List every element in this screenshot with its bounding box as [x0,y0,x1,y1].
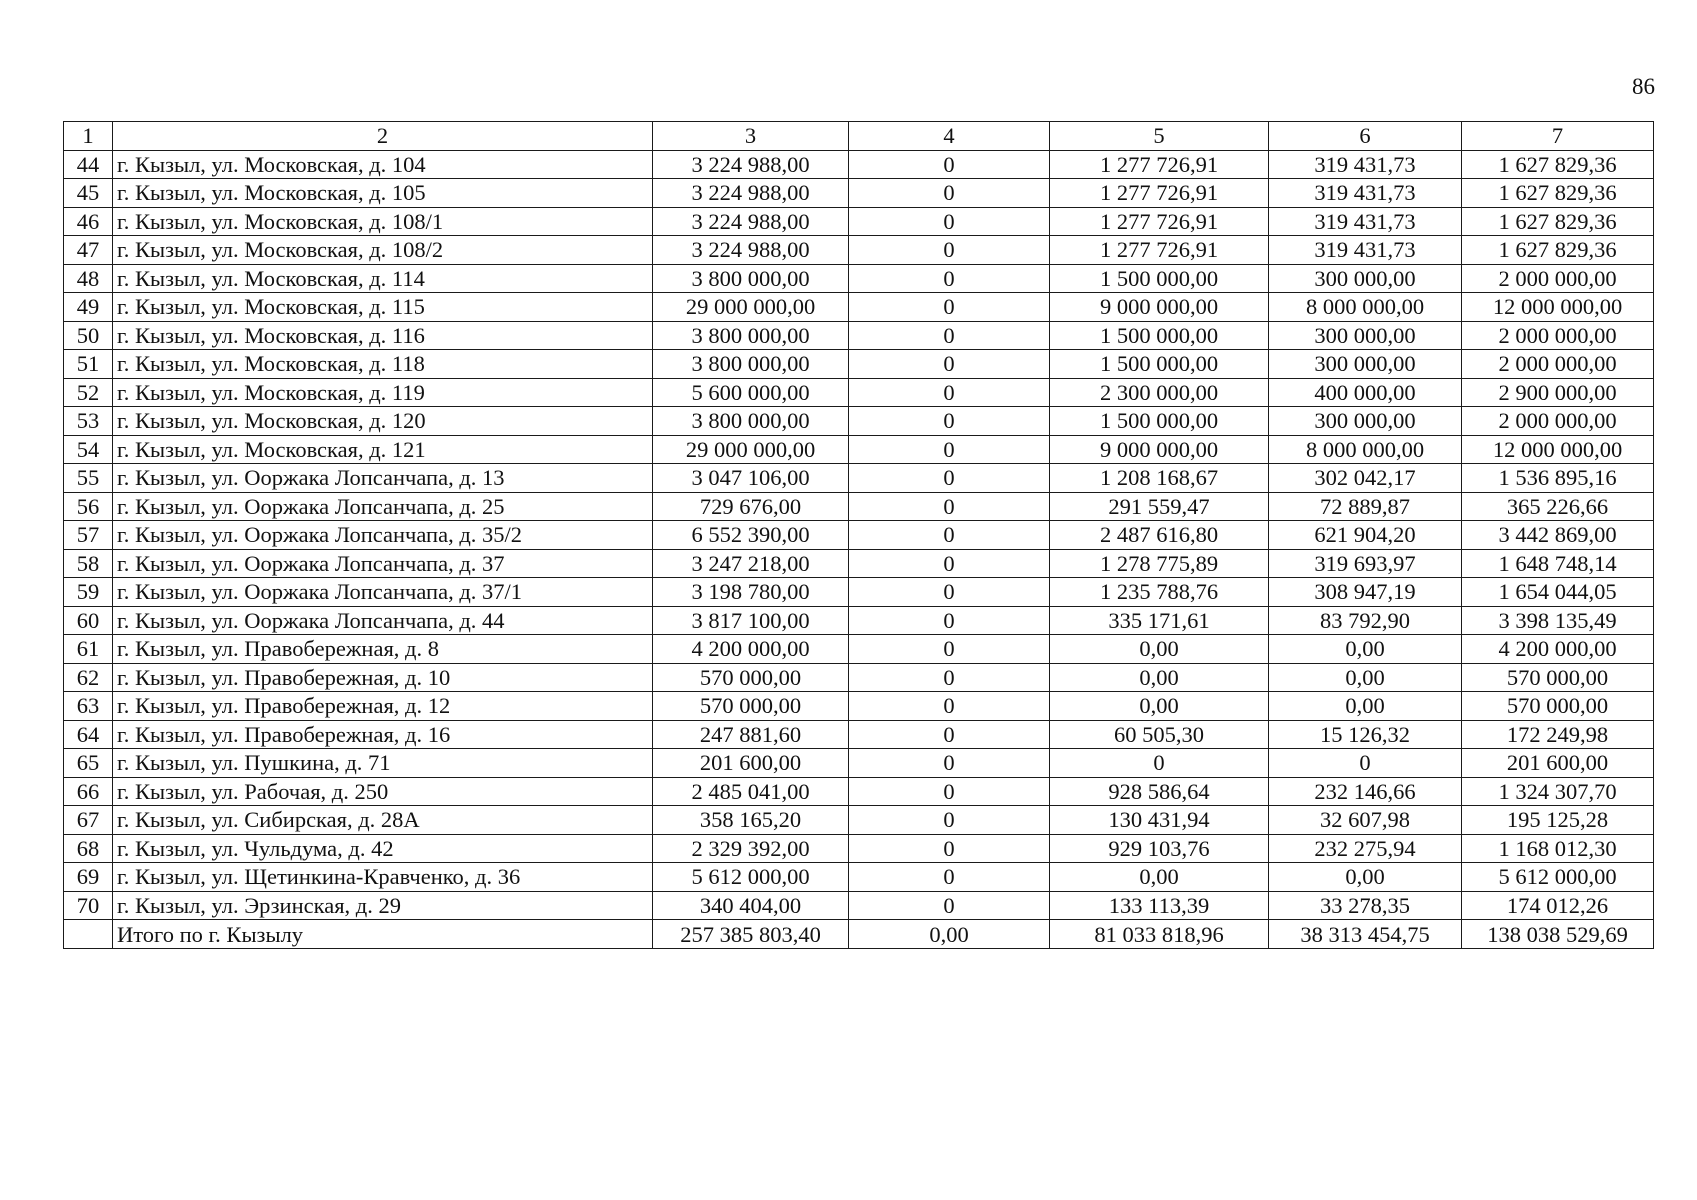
address-cell: г. Кызыл, ул. Ооржака Лопсанчапа, д. 44 [113,606,653,635]
amount-col5: 0,00 [1050,635,1269,664]
table-row [64,692,1654,721]
amount-col7: 174 012,26 [1462,891,1654,920]
amount-col7: 4 200 000,00 [1462,635,1654,664]
amount-col5: 2 487 616,80 [1050,521,1269,550]
amount-col6: 319 431,73 [1269,236,1462,265]
page-number: 86 [1632,74,1655,99]
address-cell: г. Кызыл, ул. Правобережная, д. 16 [113,720,653,749]
amount-col7: 12 000 000,00 [1462,293,1654,322]
amount-col6: 0,00 [1269,863,1462,892]
amount-col5: 9 000 000,00 [1050,435,1269,464]
row-number: 53 [64,407,113,436]
amount-col4: 0 [849,863,1050,892]
table-row [64,350,1654,379]
table-row [64,150,1654,179]
amount-col3: 4 200 000,00 [653,635,849,664]
amount-col4: 0 [849,692,1050,721]
table-row [64,464,1654,493]
amount-col7: 570 000,00 [1462,692,1654,721]
amount-col4: 0 [849,549,1050,578]
amount-col5: 335 171,61 [1050,606,1269,635]
address-cell: г. Кызыл, ул. Московская, д. 119 [113,378,653,407]
amount-col7: 1 654 044,05 [1462,578,1654,607]
amount-col5: 9 000 000,00 [1050,293,1269,322]
address-cell: г. Кызыл, ул. Щетинкина-Кравченко, д. 36 [113,863,653,892]
amount-col4: 0 [849,663,1050,692]
amount-col6: 308 947,19 [1269,578,1462,607]
amount-col6: 0,00 [1269,663,1462,692]
amount-col6: 83 792,90 [1269,606,1462,635]
table-row [64,264,1654,293]
total-amount-col4: 0,00 [849,920,1050,949]
amount-col5: 2 300 000,00 [1050,378,1269,407]
amount-col7: 2 000 000,00 [1462,350,1654,379]
amount-col3: 3 224 988,00 [653,207,849,236]
amount-col7: 365 226,66 [1462,492,1654,521]
amount-col6: 319 431,73 [1269,150,1462,179]
table-row [64,321,1654,350]
amount-col3: 3 817 100,00 [653,606,849,635]
address-cell: г. Кызыл, ул. Московская, д. 114 [113,264,653,293]
amount-col7: 2 000 000,00 [1462,264,1654,293]
amount-col4: 0 [849,777,1050,806]
amount-col6: 300 000,00 [1269,321,1462,350]
table-row [64,521,1654,550]
amount-col3: 29 000 000,00 [653,293,849,322]
amount-col3: 201 600,00 [653,749,849,778]
amount-col7: 2 000 000,00 [1462,407,1654,436]
amount-col3: 3 800 000,00 [653,264,849,293]
address-cell: г. Кызыл, ул. Ооржака Лопсанчапа, д. 13 [113,464,653,493]
amount-col6: 319 431,73 [1269,179,1462,208]
amount-col4: 0 [849,179,1050,208]
table-row [64,179,1654,208]
row-number: 46 [64,207,113,236]
amount-col4: 0 [849,150,1050,179]
address-cell: г. Кызыл, ул. Московская, д. 108/2 [113,236,653,265]
amount-col4: 0 [849,891,1050,920]
column-header-6: 6 [1269,122,1462,151]
amount-col5: 130 431,94 [1050,806,1269,835]
address-cell: г. Кызыл, ул. Чульдума, д. 42 [113,834,653,863]
column-header-5: 5 [1050,122,1269,151]
amount-col4: 0 [849,606,1050,635]
column-header-2: 2 [113,122,653,151]
register-table-container [63,121,1653,949]
total-amount-col5: 81 033 818,96 [1050,920,1269,949]
total-amount-col3: 257 385 803,40 [653,920,849,949]
row-number: 55 [64,464,113,493]
row-number: 64 [64,720,113,749]
amount-col4: 0 [849,407,1050,436]
address-cell: г. Кызыл, ул. Московская, д. 121 [113,435,653,464]
table-row [64,293,1654,322]
amount-col6: 72 889,87 [1269,492,1462,521]
table-row [64,492,1654,521]
amount-col5: 1 277 726,91 [1050,150,1269,179]
table-row [64,749,1654,778]
amount-col4: 0 [849,635,1050,664]
row-number: 69 [64,863,113,892]
amount-col3: 5 612 000,00 [653,863,849,892]
amount-col4: 0 [849,806,1050,835]
amount-col6: 400 000,00 [1269,378,1462,407]
amount-col7: 172 249,98 [1462,720,1654,749]
row-number: 67 [64,806,113,835]
total-amount-col6: 38 313 454,75 [1269,920,1462,949]
row-number: 51 [64,350,113,379]
address-cell: г. Кызыл, ул. Ооржака Лопсанчапа, д. 35/2 [113,521,653,550]
table-row [64,806,1654,835]
amount-col3: 6 552 390,00 [653,521,849,550]
table-row [64,435,1654,464]
total-row-label: Итого по г. Кызылу [113,920,653,949]
amount-col6: 0 [1269,749,1462,778]
amount-col7: 3 442 869,00 [1462,521,1654,550]
register-table [63,121,1654,949]
row-number: 57 [64,521,113,550]
amount-col6: 232 146,66 [1269,777,1462,806]
amount-col6: 0,00 [1269,692,1462,721]
amount-col3: 3 247 218,00 [653,549,849,578]
row-number: 45 [64,179,113,208]
table-row [64,720,1654,749]
amount-col4: 0 [849,435,1050,464]
amount-col7: 1 627 829,36 [1462,150,1654,179]
table-row [64,378,1654,407]
amount-col7: 1 627 829,36 [1462,236,1654,265]
amount-col5: 1 278 775,89 [1050,549,1269,578]
amount-col3: 3 198 780,00 [653,578,849,607]
address-cell: г. Кызыл, ул. Ооржака Лопсанчапа, д. 37 [113,549,653,578]
address-cell: г. Кызыл, ул. Московская, д. 118 [113,350,653,379]
address-cell: г. Кызыл, ул. Сибирская, д. 28А [113,806,653,835]
total-row [64,920,1654,949]
amount-col6: 0,00 [1269,635,1462,664]
amount-col4: 0 [849,207,1050,236]
row-number: 48 [64,264,113,293]
column-header-4: 4 [849,122,1050,151]
address-cell: г. Кызыл, ул. Московская, д. 108/1 [113,207,653,236]
amount-col3: 570 000,00 [653,663,849,692]
amount-col6: 300 000,00 [1269,350,1462,379]
amount-col4: 0 [849,293,1050,322]
amount-col5: 0 [1050,749,1269,778]
amount-col6: 621 904,20 [1269,521,1462,550]
amount-col5: 1 235 788,76 [1050,578,1269,607]
row-number: 59 [64,578,113,607]
amount-col4: 0 [849,749,1050,778]
amount-col3: 29 000 000,00 [653,435,849,464]
table-row [64,578,1654,607]
amount-col3: 3 224 988,00 [653,236,849,265]
amount-col6: 8 000 000,00 [1269,435,1462,464]
address-cell: г. Кызыл, ул. Рабочая, д. 250 [113,777,653,806]
column-header-3: 3 [653,122,849,151]
amount-col3: 340 404,00 [653,891,849,920]
amount-col3: 729 676,00 [653,492,849,521]
amount-col7: 570 000,00 [1462,663,1654,692]
column-header-7: 7 [1462,122,1654,151]
row-number: 61 [64,635,113,664]
amount-col3: 3 047 106,00 [653,464,849,493]
table-row [64,207,1654,236]
table-row [64,236,1654,265]
amount-col5: 1 500 000,00 [1050,264,1269,293]
table-row [64,606,1654,635]
table-row [64,407,1654,436]
row-number: 50 [64,321,113,350]
amount-col3: 3 800 000,00 [653,350,849,379]
amount-col5: 1 277 726,91 [1050,179,1269,208]
amount-col4: 0 [849,578,1050,607]
amount-col6: 300 000,00 [1269,264,1462,293]
amount-col5: 291 559,47 [1050,492,1269,521]
amount-col5: 1 500 000,00 [1050,321,1269,350]
amount-col3: 2 329 392,00 [653,834,849,863]
amount-col4: 0 [849,720,1050,749]
amount-col5: 0,00 [1050,863,1269,892]
table-row [64,635,1654,664]
address-cell: г. Кызыл, ул. Эрзинская, д. 29 [113,891,653,920]
amount-col7: 1 627 829,36 [1462,207,1654,236]
amount-col7: 1 536 895,16 [1462,464,1654,493]
address-cell: г. Кызыл, ул. Ооржака Лопсанчапа, д. 25 [113,492,653,521]
amount-col7: 2 900 000,00 [1462,378,1654,407]
amount-col6: 32 607,98 [1269,806,1462,835]
amount-col3: 2 485 041,00 [653,777,849,806]
amount-col4: 0 [849,236,1050,265]
amount-col5: 928 586,64 [1050,777,1269,806]
amount-col6: 300 000,00 [1269,407,1462,436]
table-row [64,777,1654,806]
amount-col4: 0 [849,464,1050,493]
amount-col7: 1 168 012,30 [1462,834,1654,863]
amount-col7: 2 000 000,00 [1462,321,1654,350]
table-body [64,150,1654,920]
column-header-1: 1 [64,122,113,151]
row-number: 47 [64,236,113,265]
address-cell: г. Кызыл, ул. Московская, д. 115 [113,293,653,322]
amount-col3: 3 800 000,00 [653,321,849,350]
amount-col7: 1 627 829,36 [1462,179,1654,208]
amount-col5: 60 505,30 [1050,720,1269,749]
amount-col5: 0,00 [1050,692,1269,721]
row-number: 66 [64,777,113,806]
amount-col4: 0 [849,321,1050,350]
amount-col4: 0 [849,264,1050,293]
row-number: 63 [64,692,113,721]
table-row [64,549,1654,578]
amount-col5: 0,00 [1050,663,1269,692]
amount-col4: 0 [849,492,1050,521]
table-row [64,663,1654,692]
amount-col5: 1 500 000,00 [1050,407,1269,436]
amount-col6: 8 000 000,00 [1269,293,1462,322]
address-cell: г. Кызыл, ул. Московская, д. 120 [113,407,653,436]
amount-col7: 195 125,28 [1462,806,1654,835]
amount-col7: 1 648 748,14 [1462,549,1654,578]
amount-col5: 929 103,76 [1050,834,1269,863]
amount-col7: 5 612 000,00 [1462,863,1654,892]
amount-col6: 15 126,32 [1269,720,1462,749]
amount-col6: 302 042,17 [1269,464,1462,493]
row-number: 60 [64,606,113,635]
row-number: 70 [64,891,113,920]
amount-col7: 3 398 135,49 [1462,606,1654,635]
row-number: 62 [64,663,113,692]
amount-col4: 0 [849,834,1050,863]
amount-col7: 12 000 000,00 [1462,435,1654,464]
amount-col5: 1 277 726,91 [1050,236,1269,265]
table-row [64,863,1654,892]
address-cell: г. Кызыл, ул. Московская, д. 104 [113,150,653,179]
amount-col4: 0 [849,350,1050,379]
row-number: 44 [64,150,113,179]
address-cell: г. Кызыл, ул. Московская, д. 116 [113,321,653,350]
address-cell: г. Кызыл, ул. Правобережная, д. 12 [113,692,653,721]
amount-col5: 1 277 726,91 [1050,207,1269,236]
total-row-number [64,920,113,949]
row-number: 52 [64,378,113,407]
amount-col7: 1 324 307,70 [1462,777,1654,806]
row-number: 58 [64,549,113,578]
table-row [64,891,1654,920]
amount-col6: 319 431,73 [1269,207,1462,236]
amount-col6: 33 278,35 [1269,891,1462,920]
column-number-row [64,122,1654,151]
row-number: 54 [64,435,113,464]
amount-col6: 319 693,97 [1269,549,1462,578]
address-cell: г. Кызыл, ул. Ооржака Лопсанчапа, д. 37/1 [113,578,653,607]
amount-col6: 232 275,94 [1269,834,1462,863]
amount-col5: 133 113,39 [1050,891,1269,920]
amount-col5: 1 208 168,67 [1050,464,1269,493]
amount-col7: 201 600,00 [1462,749,1654,778]
table-row [64,834,1654,863]
amount-col3: 5 600 000,00 [653,378,849,407]
amount-col3: 247 881,60 [653,720,849,749]
address-cell: г. Кызыл, ул. Пушкина, д. 71 [113,749,653,778]
amount-col3: 3 800 000,00 [653,407,849,436]
total-amount-col7: 138 038 529,69 [1462,920,1654,949]
address-cell: г. Кызыл, ул. Московская, д. 105 [113,179,653,208]
row-number: 56 [64,492,113,521]
amount-col3: 3 224 988,00 [653,179,849,208]
amount-col4: 0 [849,521,1050,550]
address-cell: г. Кызыл, ул. Правобережная, д. 8 [113,635,653,664]
amount-col3: 358 165,20 [653,806,849,835]
row-number: 65 [64,749,113,778]
amount-col3: 3 224 988,00 [653,150,849,179]
row-number: 49 [64,293,113,322]
amount-col5: 1 500 000,00 [1050,350,1269,379]
row-number: 68 [64,834,113,863]
amount-col4: 0 [849,378,1050,407]
amount-col3: 570 000,00 [653,692,849,721]
address-cell: г. Кызыл, ул. Правобережная, д. 10 [113,663,653,692]
